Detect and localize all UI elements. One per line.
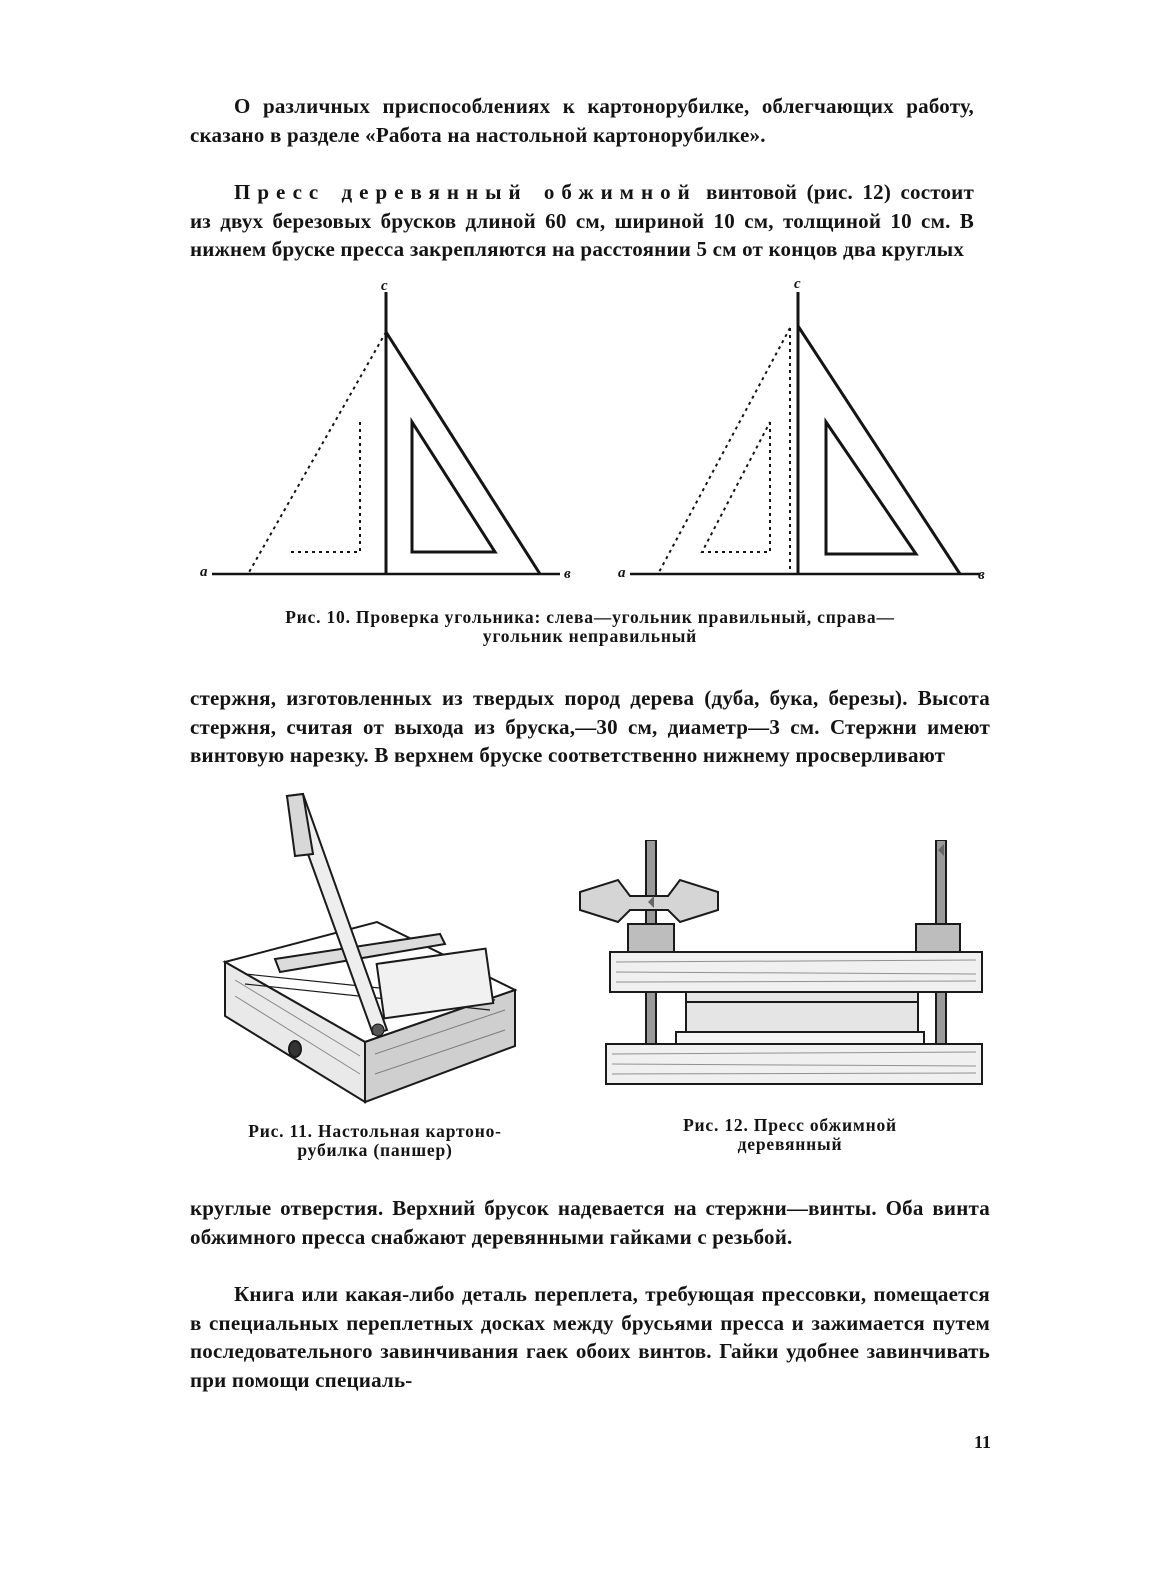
correct-square <box>212 292 560 574</box>
paragraph-3: круглые отверстия. Верхний брусок надевается на стержни—винты. Оба винта обжимного пресса снабжают деревянными гайками с резьбой. <box>190 1196 990 1249</box>
label-a-right: a <box>618 565 626 581</box>
figure-12 <box>578 840 990 1090</box>
label-c-left: c <box>381 278 388 294</box>
caption-figure-11: Рис. 11. Настольная картоно- рубилка (паншер) <box>248 1121 502 1160</box>
label-a-left: a <box>200 564 208 580</box>
set-square-diagram <box>190 272 990 592</box>
paragraph-4: Книга или какая-либо деталь переплета, требующая прессовки, помещается в специальных переплетных досках между брусьями пресса и зажимается путем последовательного завинчивания гаек обоих винтов. Гайки удобнее завинчивать при помощи специаль- <box>190 1282 990 1392</box>
label-b-right: в <box>978 567 985 583</box>
paper-cutter-drawing <box>205 784 535 1114</box>
paragraph-2 <box>190 178 974 264</box>
paragraph-1: О различных приспособлениях к картонорубилке, облегчающих работу, сказано в разделе «Работа на настольной картонорубилке». <box>190 94 974 147</box>
caption-figure-12: Рис. 12. Пресс обжимной деревянный <box>683 1115 897 1154</box>
paragraph-2-continued: стержня, изготовленных из твердых пород дерева (дуба, бука, березы). Высота стержня, считая от выхода из бруска,—30 см, диаметр—3 см. Стержни имеют винтовую нарезку. В верхнем бруске соответственно нижнему просверливают <box>190 686 990 767</box>
spaced-term: Пресс деревянный обжимной <box>234 180 697 204</box>
wooden-press-drawing <box>578 840 990 1090</box>
paragraph-2-text: винтовой (рис. 12) состоит из двух березовых брусков длиной 60 см, шириной 10 см, толщиной 10 см. В нижнем бруске пресса закрепляются на расстоянии 5 см от концов два круглых <box>190 180 974 261</box>
page-number: 11 <box>973 1432 991 1452</box>
label-c-right: c <box>794 276 801 292</box>
figure-10 <box>190 272 990 592</box>
caption-figure-10: Рис. 10. Проверка угольника: слева—угольник правильный, справа— угольник неправильный <box>285 607 895 646</box>
label-b-left: в <box>564 566 571 582</box>
figure-11 <box>205 784 535 1114</box>
incorrect-square <box>630 292 980 574</box>
